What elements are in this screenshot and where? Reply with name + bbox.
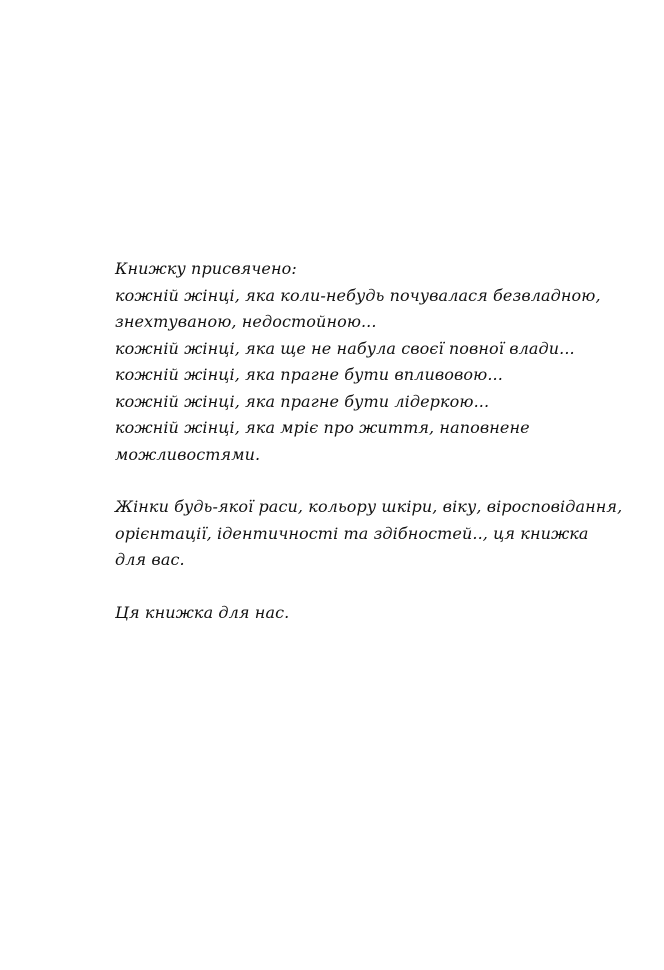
dedication-line: кожній жінці, яка мріє про життя, наповнене: [115, 418, 530, 437]
dedication-line: можливостями.: [115, 444, 261, 464]
dedication-line: кожній жінці, яка прагне бути лідеркою...: [115, 391, 490, 411]
closing-line: Ця книжка для нас.: [115, 602, 290, 622]
dedication-heading: Книжку присвячено:: [115, 259, 297, 278]
dedication-line: знехтуваною, недостойною...: [115, 312, 377, 331]
paragraph-spacer: [115, 468, 635, 494]
dedication-line: кожній жінці, яка прагне бути впливовою...: [115, 365, 503, 384]
dedication-text-block: [115, 256, 635, 626]
inclusion-line: орієнтації, ідентичності та здібностей.., ця книжка: [115, 523, 589, 543]
paragraph-spacer: [115, 574, 635, 600]
dedication-line: кожній жінці, яка ще не набула своєї повної влади...: [115, 338, 575, 358]
inclusion-line: Жінки будь-якої раси, кольору шкіри, віку, віросповідання,: [115, 497, 623, 516]
inclusion-line: для вас.: [115, 550, 185, 569]
dedication-line: кожній жінці, яка коли-небудь почувалася безвладною,: [115, 285, 601, 305]
